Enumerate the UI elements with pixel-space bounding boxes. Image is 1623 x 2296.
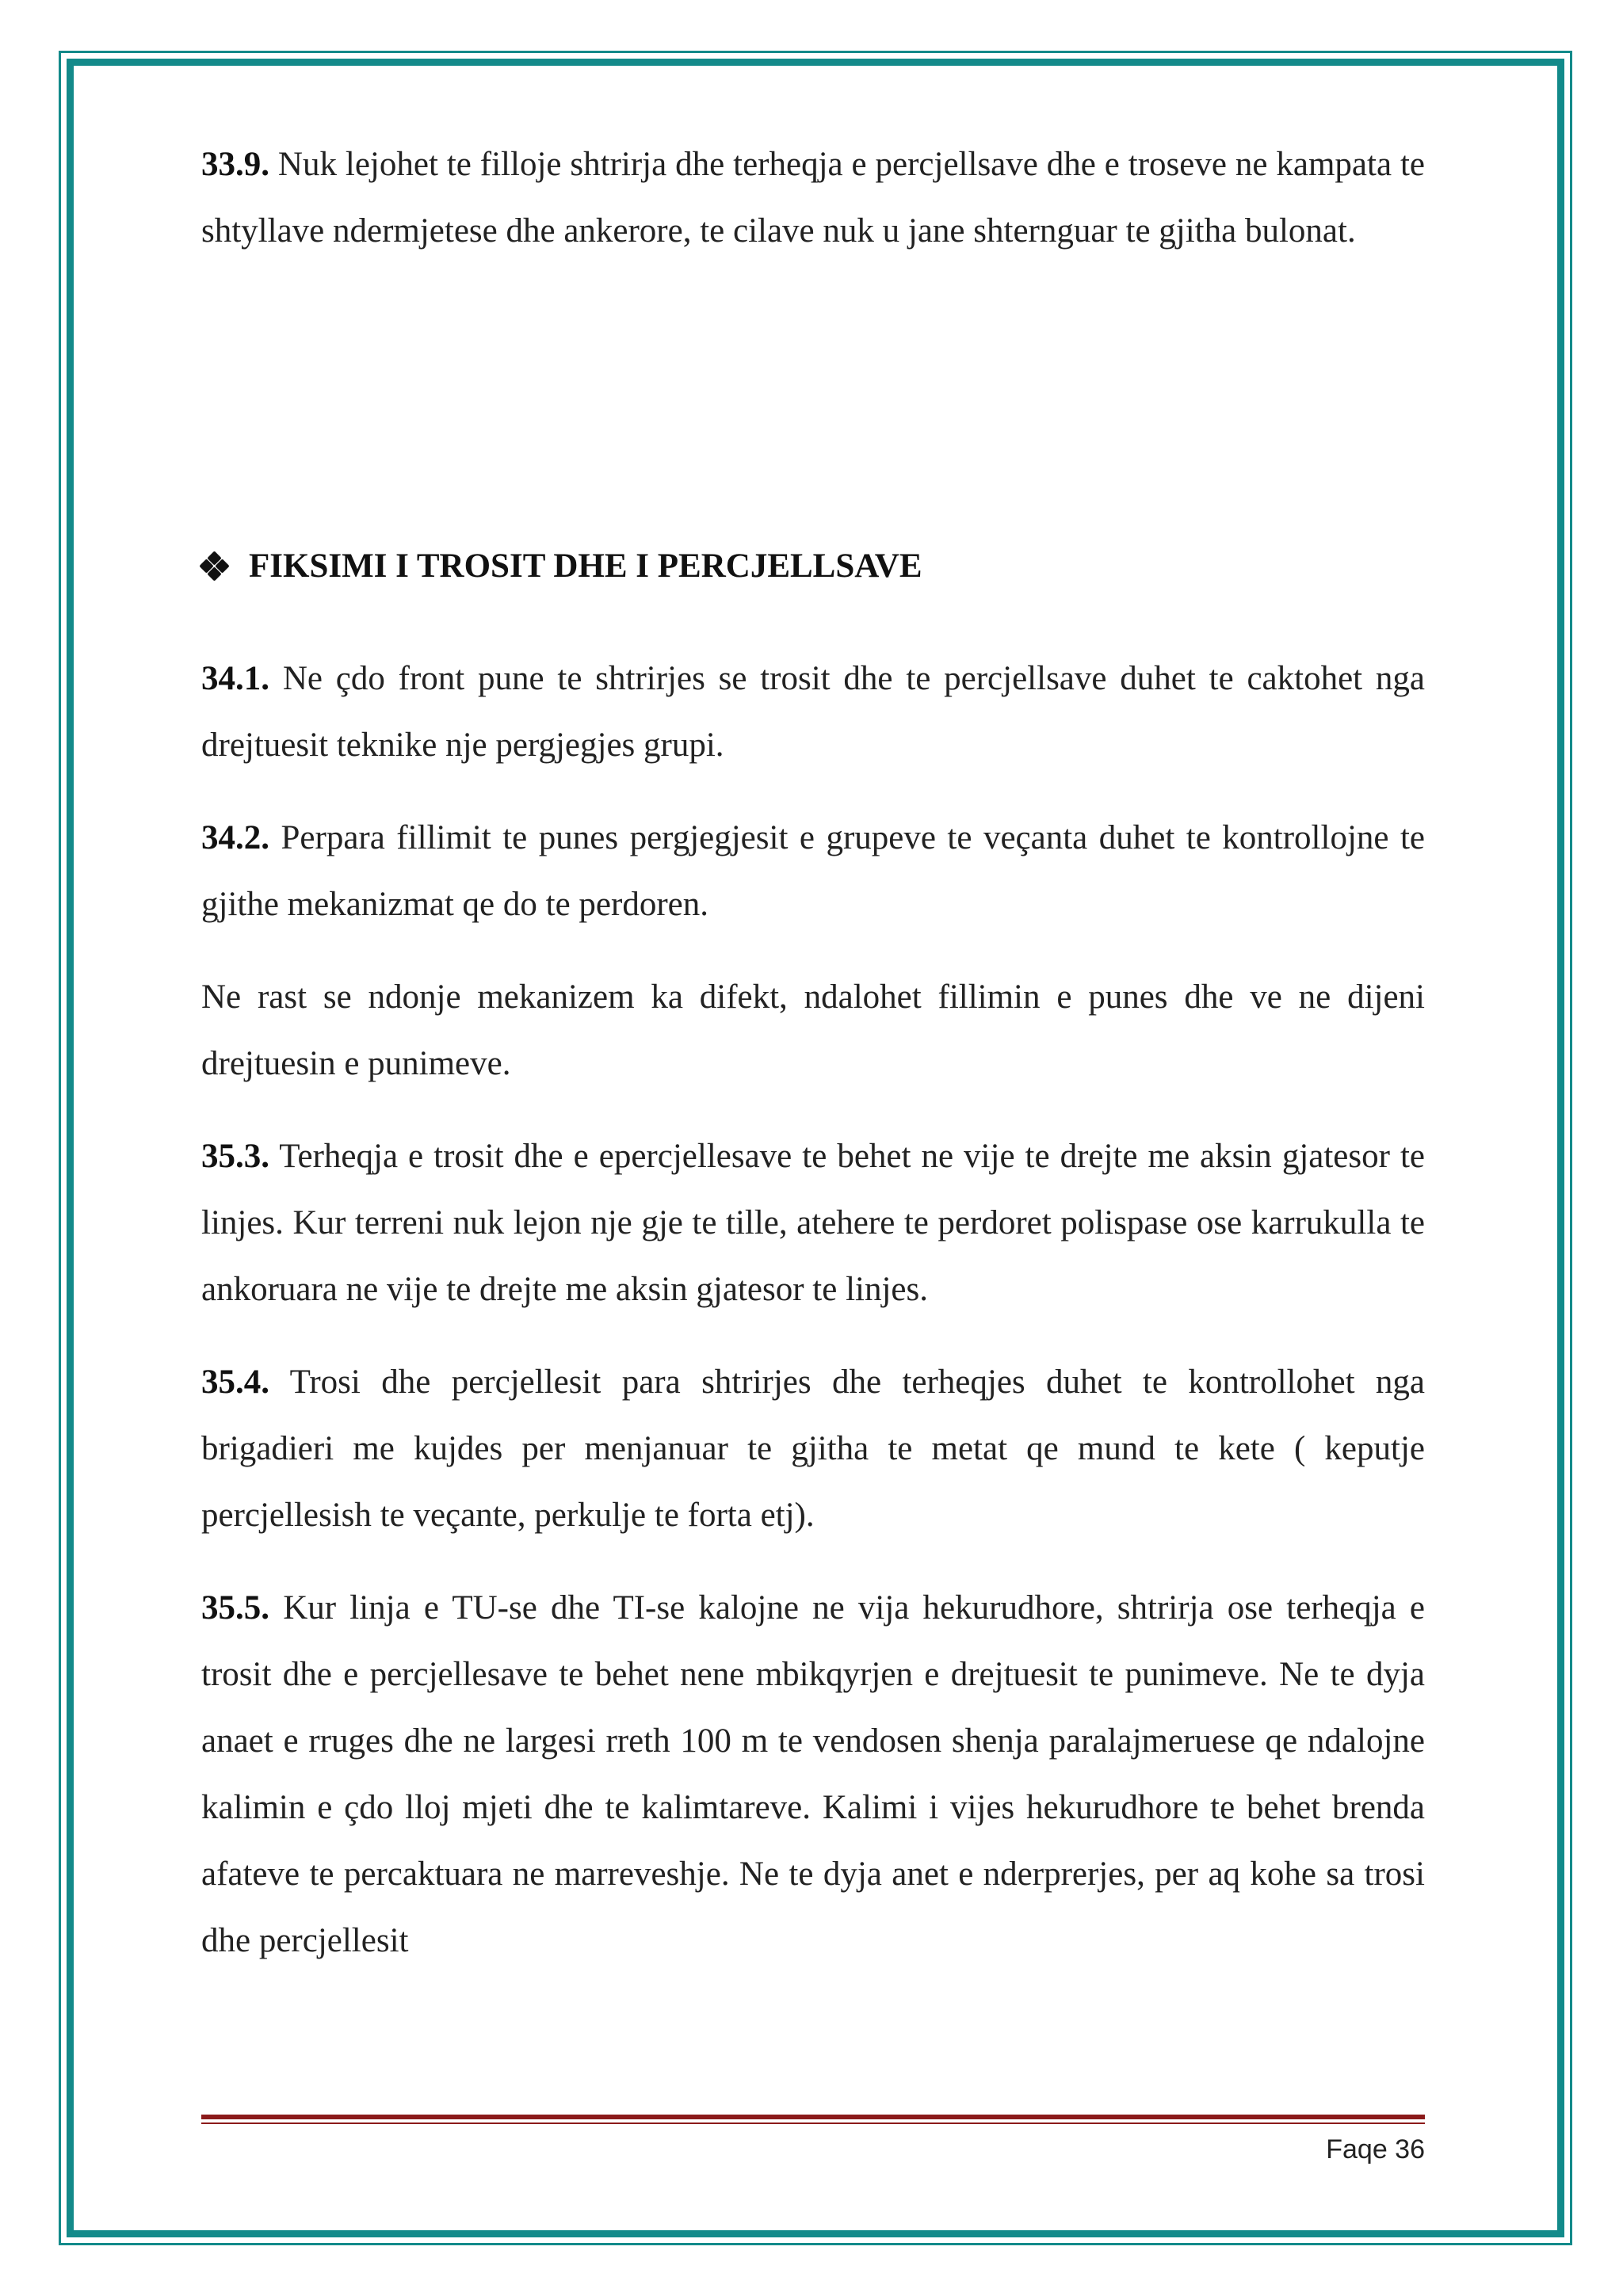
paragraph-number: 34.1. bbox=[201, 660, 269, 697]
paragraph-number: 34.2. bbox=[201, 819, 269, 856]
section-heading bbox=[201, 547, 922, 585]
paragraph-text: Perpara fillimit te punes pergjegjesit e grupeve te veçanta duhet te kontrollojne te gjithe mekanizmat qe do te perdoren. bbox=[201, 819, 1425, 923]
paragraph-35-3 bbox=[201, 1123, 1425, 1323]
paragraph-34-1 bbox=[201, 646, 1425, 779]
paragraph-text: Nuk lejohet te filloje shtrirja dhe terheqja e percjellsave dhe e troseve ne kampata te shtyllave ndermjetese dhe ankerore, te cilave nuk u jane shternguar te gjitha bulonat. bbox=[201, 146, 1425, 250]
section-heading-text: FIKSIMI I TROSIT DHE I PERCJELLSAVE bbox=[249, 547, 922, 585]
footer-rule-thick bbox=[201, 2115, 1425, 2119]
section-body bbox=[201, 646, 1425, 1974]
paragraph-text: Trosi dhe percjellesit para shtrirjes dhe terheqjes duhet te kontrollohet nga brigadieri me kujdes per menjanuar te gjitha te metat qe mund te kete ( keputje percjellesish te veçante, perkulje te forta etj). bbox=[201, 1363, 1425, 1534]
paragraph-35-5 bbox=[201, 1575, 1425, 1974]
paragraph-text: Kur linja e TU-se dhe TI-se kalojne ne vija hekurudhore, shtrirja ose terheqja e trosit dhe e percjellesave te behet nene mbikqyrjen e drejtuesit te punimeve. Ne te dyja anaet e rruges dhe ne largesi rreth 100 m te vendosen shenja paralajmeruese qe ndalojne kalimin e çdo lloj mjeti dhe te kalimtareve. Kalimi i vijes hekurudhore te behet brenda afateve te percaktuara ne marreveshje. Ne te dyja anet e nderprerjes, per aq kohe sa trosi dhe percjellesit bbox=[201, 1589, 1425, 1959]
four-diamond-bullet-icon bbox=[201, 553, 228, 580]
paragraph-number: 35.3. bbox=[201, 1138, 269, 1175]
paragraph-number: 35.4. bbox=[201, 1363, 269, 1401]
paragraph-text: Ne çdo front pune te shtrirjes se trosit dhe te percjellsave duhet te caktohet nga drejtuesit teknike nje pergjegjes grupi. bbox=[201, 660, 1425, 764]
footer-rule-thin bbox=[201, 2122, 1425, 2124]
paragraph-number: 35.5. bbox=[201, 1589, 269, 1627]
paragraph-34-2 bbox=[201, 805, 1425, 938]
page-number: Faqe 36 bbox=[1326, 2134, 1425, 2164]
paragraph-33-9 bbox=[201, 132, 1425, 265]
paragraph-text: Terheqja e trosit dhe e epercjellesave te behet ne vije te drejte me aksin gjatesor te linjes. Kur terreni nuk lejon nje gje te tille, atehere te perdoret polispase ose karrukulla te ankoruara ne vije te drejte me aksin gjatesor te linjes. bbox=[201, 1138, 1425, 1308]
paragraph-defect-note bbox=[201, 964, 1425, 1097]
paragraph-35-4 bbox=[201, 1349, 1425, 1549]
paragraph-number: 33.9. bbox=[201, 146, 269, 183]
page-content bbox=[201, 132, 1425, 265]
paragraph-text: Ne rast se ndonje mekanizem ka difekt, ndalohet fillimin e punes dhe ve ne dijeni drejtuesin e punimeve. bbox=[201, 978, 1425, 1082]
